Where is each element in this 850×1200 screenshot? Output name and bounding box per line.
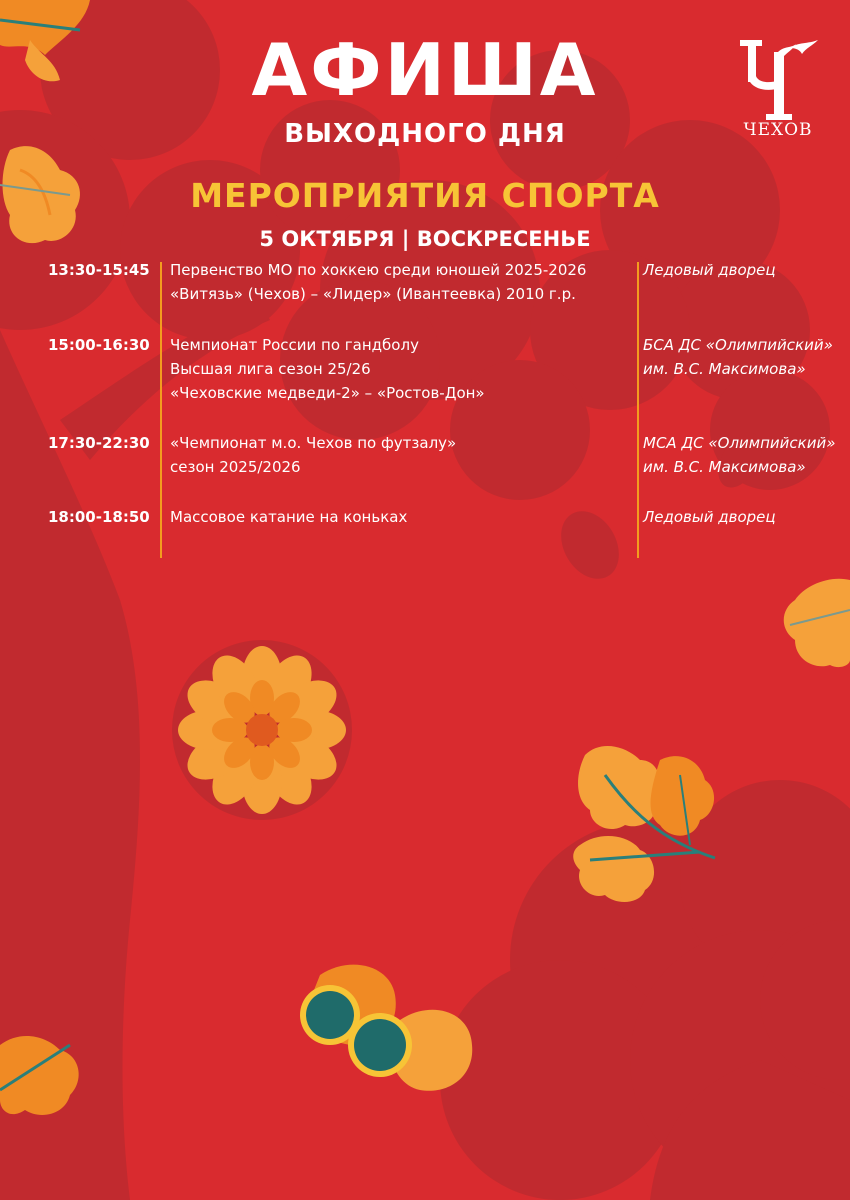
venue-line: БСА ДС «Олимпийский» (643, 336, 833, 354)
venue-line: им. В.С. Максимова» (643, 360, 806, 378)
event-venue (643, 431, 850, 479)
event-line: сезон 2025/2026 (170, 458, 301, 476)
venue-line: Ледовый дворец (643, 261, 776, 279)
event-time: 18:00-18:50 (48, 508, 150, 526)
leaf-right-icon (784, 579, 850, 667)
logo-text: ЧЕХОВ (743, 120, 813, 140)
event-time: 15:00-16:30 (48, 336, 150, 354)
event-venue (643, 505, 850, 529)
schedule-table (0, 258, 850, 558)
event-venue (643, 333, 850, 381)
page-subtitle: ВЫХОДНОГО ДНЯ (284, 119, 566, 149)
event-line: Массовое катание на коньках (170, 508, 408, 526)
venue-line: им. В.С. Максимова» (643, 458, 806, 476)
event-time: 17:30-22:30 (48, 434, 150, 452)
event-line: Первенство МО по хоккею среди юношей 2025-2026 (170, 261, 587, 279)
event-line: «Витязь» (Чехов) – «Лидер» (Ивантеевка) 2010 г.р. (170, 285, 576, 303)
event-description (170, 333, 630, 405)
event-line: «Чемпионат м.о. Чехов по футзалу» (170, 434, 457, 452)
venue-line: МСА ДС «Олимпийский» (643, 434, 836, 452)
event-description (170, 258, 630, 306)
event-date: 5 ОКТЯБРЯ | ВОСКРЕСЕНЬЕ (259, 227, 591, 251)
event-description (170, 505, 630, 529)
flower-icon (172, 640, 352, 820)
event-line: «Чеховские медведи-2» – «Ростов-Дон» (170, 384, 485, 402)
event-venue (643, 258, 850, 282)
page-title: АФИША (251, 28, 599, 112)
berries-icon (300, 965, 472, 1091)
event-time: 13:30-15:45 (48, 261, 150, 279)
event-line: Высшая лига сезон 25/26 (170, 360, 371, 378)
section-title: МЕРОПРИЯТИЯ СПОРТА (190, 176, 660, 215)
event-line: Чемпионат России по гандболу (170, 336, 419, 354)
venue-line: Ледовый дворец (643, 508, 776, 526)
event-description (170, 431, 630, 479)
